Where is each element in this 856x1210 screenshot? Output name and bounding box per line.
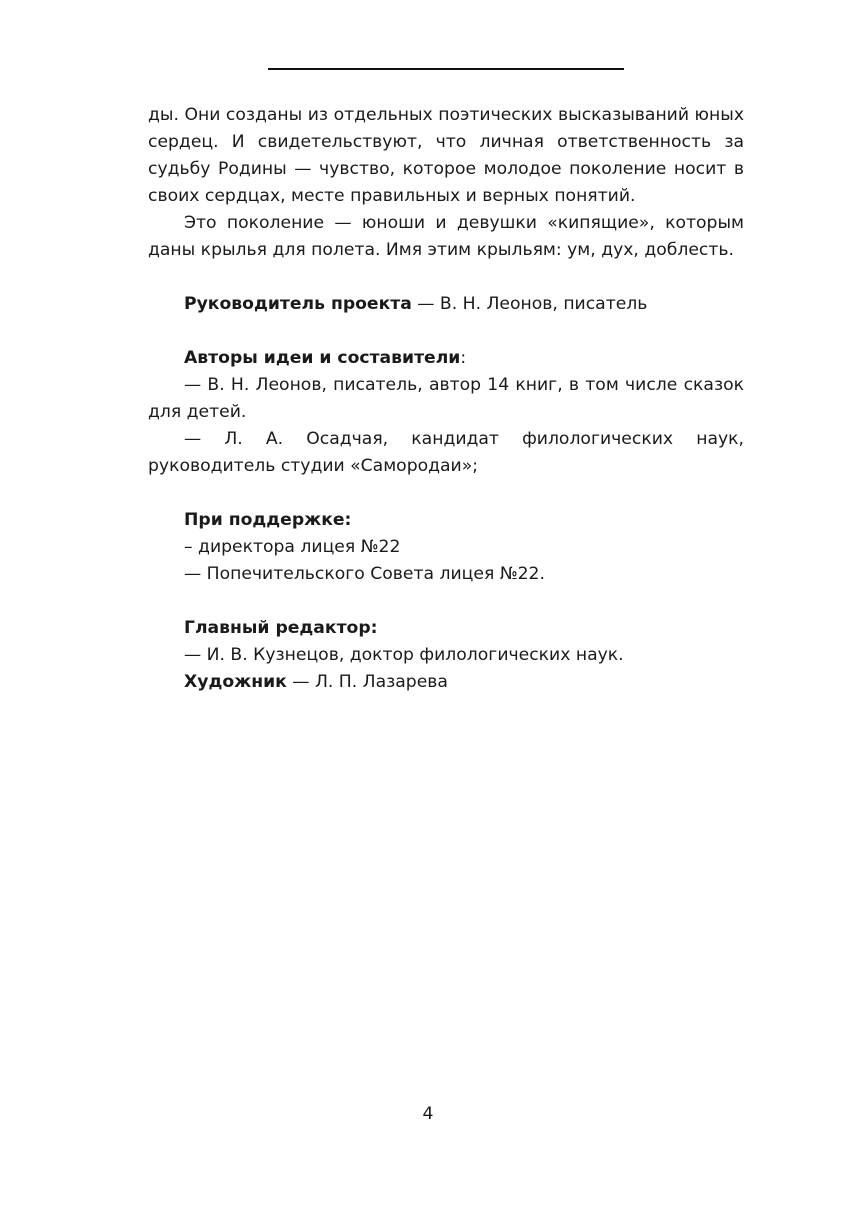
support-item-1: – директора лицея №22	[184, 537, 401, 557]
project-lead-label: Руководитель проекта	[184, 294, 412, 314]
artist-text: — Л. П. Лазарева	[286, 672, 448, 692]
intro-paragraph-1: ды. Они созданы из отдельных поэтических высказываний юных сердец. И свидетельствуют, что личная ответственность за судьбу Родины — чувство, которое молодое поколение носит в своих сердцах, месте правильных и верных понятий.	[148, 105, 744, 206]
intro-paragraph-2: Это поколение — юноши и девушки «кипящие», которым даны крылья для полета. Имя этим крыльям: ум, дух, доблесть.	[148, 213, 744, 260]
page-content	[148, 102, 744, 696]
authors-label: Авторы идеи и составители	[184, 348, 461, 368]
project-lead-text: — В. Н. Леонов, писатель	[411, 294, 648, 314]
editor-text: — И. В. Кузнецов, доктор филологических наук.	[184, 645, 624, 665]
spacer	[148, 480, 744, 507]
support-label: При поддержке:	[184, 510, 352, 530]
authors-colon: :	[460, 348, 467, 368]
editor-label: Главный редактор:	[184, 618, 378, 638]
artist-line	[148, 669, 744, 696]
spacer	[148, 264, 744, 291]
support-heading	[148, 507, 744, 534]
artist-label: Художник	[184, 672, 287, 692]
page-number: 4	[422, 1104, 434, 1124]
header-rule	[268, 68, 624, 70]
authors-heading	[148, 345, 744, 372]
spacer	[148, 588, 744, 615]
author-item-2: — Л. А. Осадчая, кандидат филологических наук, руководитель студии «Самородаи»;	[148, 429, 744, 476]
author-item-1: — В. Н. Леонов, писатель, автор 14 книг, в том числе сказок для детей.	[148, 375, 744, 422]
support-item-2: — Попечительского Совета лицея №22.	[184, 564, 545, 584]
editor-heading	[148, 615, 744, 642]
project-lead-line	[148, 291, 744, 318]
spacer	[148, 318, 744, 345]
